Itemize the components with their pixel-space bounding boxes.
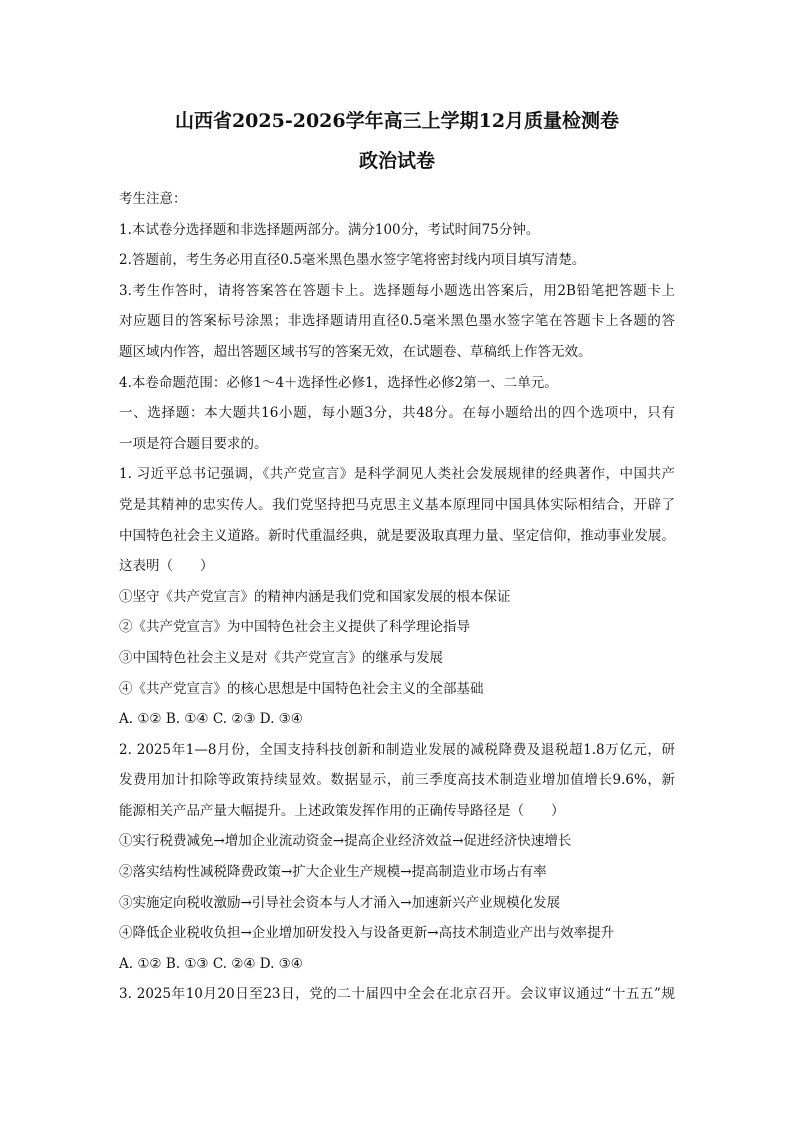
question-2-option: ①实行税费减免→增加企业流动资金→提高企业经济效益→促进经济快速增长 <box>119 833 572 850</box>
question-2-choices: A. ①② B. ①③ C. ②④ D. ③④ <box>119 955 303 972</box>
question-2-option: ③实施定向税收激励→引导社会资本与人才涌入→加速新兴产业规模化发展 <box>119 894 561 911</box>
question-1-stem: 1. 习近平总书记强调，《共产党宣言》是科学洞见人类社会发展规律的经典著作，中国共产 <box>119 466 675 483</box>
notice-item: 4.本卷命题范围：必修1～4＋选择性必修1，选择性必修2第一、二单元。 <box>119 374 558 391</box>
exam-subject: 政治试卷 <box>358 150 435 172</box>
question-1-option: ①坚守《共产党宣言》的精神内涵是我们党和国家发展的根本保证 <box>119 588 511 605</box>
notice-heading: 考生注意： <box>119 191 187 207</box>
question-2-stem: 2. 2025年1—8月份，全国支持科技创新和制造业发展的减税降费及退税超1.8万亿元，研 <box>119 741 675 758</box>
question-2-option: ②落实结构性减税降费政策→扩大企业生产规模→提高制造业市场占有率 <box>119 864 547 881</box>
question-2-stem: 能源相关产品产量大幅提升。上述政策发挥作用的正确传导路径是（ ） <box>119 802 565 819</box>
notice-item: 对应题目的答案标号涂黑；非选择题请用直径0.5毫米黑色墨水签字笔在答题卡上各题的答 <box>119 313 675 330</box>
section-heading: 一项是符合题目要求的。 <box>119 435 268 452</box>
exam-title: 山西省2025-2026学年高三上学期12月质量检测卷 <box>174 110 620 132</box>
question-1-option: ③中国特色社会主义是对《共产党宣言》的继承与发展 <box>119 649 443 666</box>
question-2-option: ④降低企业税收负担→企业增加研发投入与设备更新→高技术制造业产出与效率提升 <box>119 925 615 942</box>
exam-body <box>119 184 675 1010</box>
notice-item: 题区域内作答，超出答题区域书写的答案无效，在试题卷、草稿纸上作答无效。 <box>119 343 592 360</box>
question-1-stem: 这表明（ ） <box>119 558 214 575</box>
question-1-option: ④《共产党宣言》的核心思想是中国特色社会主义的全部基础 <box>119 680 484 697</box>
question-3-stem: 3. 2025年10月20日至23日，党的二十届四中全会在北京召开。会议审议通过“十五五”规 <box>119 986 675 1003</box>
notice-item: 2.答题前，考生务必用直径0.5毫米黑色墨水签字笔将密封线内项目填写清楚。 <box>119 252 586 269</box>
question-2-stem: 发费用加计扣除等政策持续显效。数据显示，前三季度高技术制造业增加值增长9.6%，新 <box>119 772 675 789</box>
question-1-choices: A. ①② B. ①④ C. ②③ D. ③④ <box>119 711 303 728</box>
question-1-option: ②《共产党宣言》为中国特色社会主义提供了科学理论指导 <box>119 619 470 636</box>
question-1-stem: 中国特色社会主义道路。新时代重温经典，就是要汲取真理力量、坚定信仰，推动事业发展。 <box>119 527 675 544</box>
notice-item: 3.考生作答时，请将答案答在答题卡上。选择题每小题选出答案后，用2B铅笔把答题卡上 <box>119 282 675 299</box>
notice-item: 1.本试卷分选择题和非选择题两部分。满分100分，考试时间75分钟。 <box>119 221 540 238</box>
section-heading: 一、选择题：本大题共16小题，每小题3分，共48分。在每小题给出的四个选项中，只有 <box>119 405 675 422</box>
question-1-stem: 党是其精神的忠实传人。我们党坚持把马克思主义基本原理同中国具体实际相结合，开辟了 <box>119 496 675 513</box>
